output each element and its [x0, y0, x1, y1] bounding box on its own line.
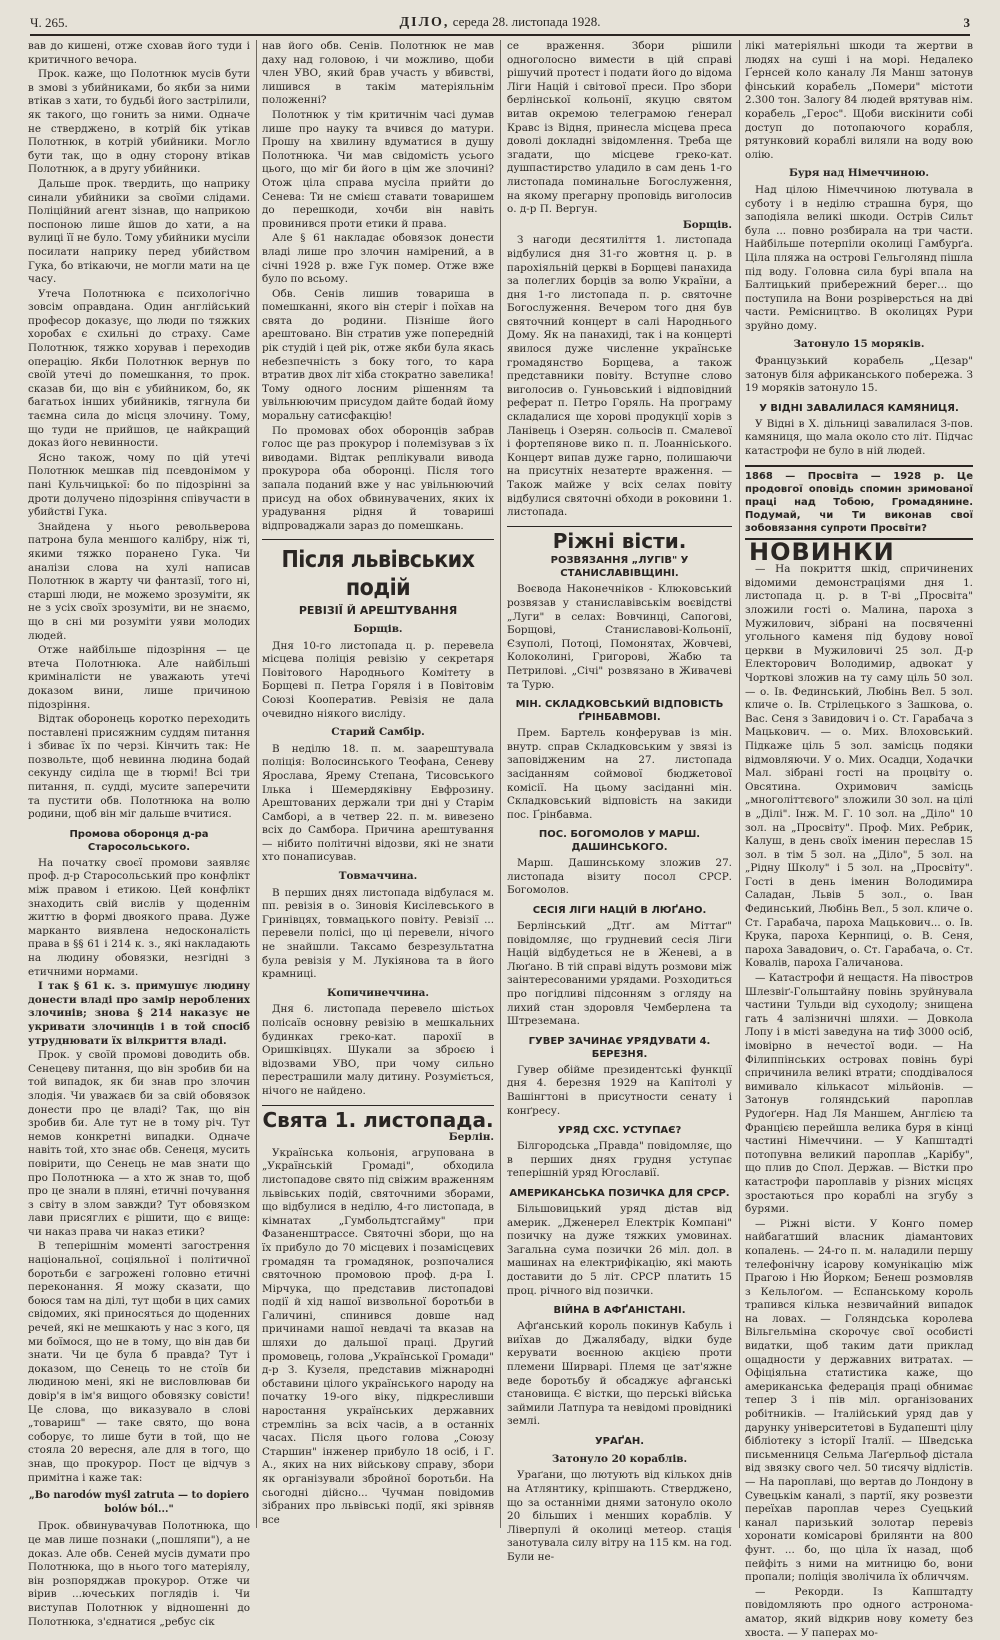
column-1: [28, 40, 250, 1628]
page-number: 3: [963, 15, 970, 30]
news-heading: СЕСІЯ ЛІГИ НАЦІЙ В ЛЮҐАНО.: [532, 905, 707, 917]
article-paragraph: лікі матеріяльні шкоди та жертви в людях на суші і на морі. Недалеко Ґернсей коло каналу Ля Манш затонув фінський корабель „Помери" містоти 2.300 тон. Залогу 84 людей врятував нім. корабель „Герос". Щоби вискінити собі доступ до потопаючого корабля, рятунковий кораблі виляли на воду вою олію.: [745, 40, 973, 161]
article-paragraph: І так § 61 к. з. примушує людину донести владі про замір нероблених злочинів; знова § 214 наказує не укривати злочинців і в той спосіб утруднювати їх вілкриття владі.: [28, 980, 250, 1047]
article-paragraph: Дальше прок. твердить, що наприку синали убийники за своїми слідами. Поліційний агент зізнав, що наприкою поспоною лише йшов до хати, а на вулиці її не було. Тому убийники мусіли посилати наприку перед убийством Гука, бо втікаючи, не могли мати на це часу.: [28, 177, 250, 286]
column-3: [507, 40, 732, 1564]
issue-number: Ч. 265.: [30, 15, 68, 30]
news-heading: ГУВЕР ЗАЧИНАЄ УРЯДУВАТИ 4. БЕРЕЗНЯ.: [528, 1035, 711, 1060]
dateline: Берлін.: [448, 1131, 494, 1144]
masthead: ДІЛО,: [399, 15, 450, 30]
dateline: Копичинеччина.: [326, 986, 430, 999]
article-paragraph: Гувер обійме президентські функції дня 4. березня 1929 на Капітолі у Вашінгтоні в присутности сенату і конґресу.: [507, 1063, 732, 1117]
article-paragraph: се враження. Збори рішили одноголосно вимести в цій справі рішучий протест і подати його до відома Ліги Націй і світової преси. Про збори берлінської кольонії, якуцю святом витав окремою телеграмою ґенерал Кравс із Відня, принесла місцева преса доволі докладні звідомлення. Треба ще згадати, що місцеве греко-кат. душпастирство уладило в сам день 1-го листопада поминальне Богослуження, на якому прегарну проповідь виголосив о. д-р П. Вергун.: [507, 40, 732, 216]
section-rule: [262, 1105, 494, 1106]
dateline: Борщів.: [353, 622, 403, 635]
article-paragraph: — Катастрофи й нещастя. На півостров Шлезвіґ-Гольштайну повінь зруйнувала частини Тульди від суходолу; знищена гать 4 залізничні шляхи. — Довкола Лопу і в місті заведуна на тиф 3000 осіб, імовірно в нечестої води. — На Філиппінських островах повінь бурі спричинила великі втрати; споддівалося вимивало кількасот мільйонів. — Затонув голяндський пароплав Рудоґерн. Над Ля Маншем, Англією та Францією перейшла велика буря в кінці частині Німеччини. — У Капштадті потопувна великий пароплав „Карібу", що плив до Спол. Держав. — Вістки про катастрофи пароплавів у різних місцях зростаються про кораблі на згубу з бурями.: [745, 972, 973, 1216]
article-paragraph: Над цілою Німеччиною лютувала в суботу і в неділю страшна буря, що заподіяла великі шкоди. Острів Сильт була ... повно розбирала на три части. Найбільше потерпіли околиці Гамбурґа. Ціла пляжа на острові Гельголянд пішла під воду. Головна сила бурі впала на Балтицький прибережний берег... що поступила на Вони розріверсться на дві части. Ремісництво. В околицях Рури зруйно дому.: [745, 183, 973, 332]
dateline: Старий Самбір.: [331, 726, 425, 739]
article-paragraph: По промовах обох оборонців забрав голос ще раз прокурор і полемізував з їх виводами. Відтак реплікували вивода прокурора оба оборонці. Після того запала поданий вже у нас увільнюючий присуд на обох обвинувачених, яких іх урадування рідня й товариші відпроваджали зараз до помешкань.: [262, 424, 494, 532]
news-heading: Затонуло 15 моряків.: [793, 338, 925, 351]
article-paragraph: Марш. Дашинському зложив 27. листопада візиту посол СРСР. Богомолов.: [507, 857, 732, 897]
article-paragraph: вав до кишені, отже сховав його туди і критичного вечора.: [28, 40, 250, 66]
article-paragraph: Дня 10-го листопада ц. р. перевела місцева поліція ревізію у секретаря Повітового Народнього Комітету в Борщеві п. Петра Горяля і в Повітовім Союзі Кооператив. Ревізія не дала очевидно ніякого висліду.: [262, 639, 494, 720]
article-paragraph: Ураґани, що лютують від кількох днів на Атлянтику, кріпшають. Стверджено, що за останніми днями затонуло около 20 більших і менших кораблів. У Ліверпулі й околиці метеор. стація занотувала силу вітру на 115 км. на год. Були не-: [507, 1469, 732, 1564]
article-subtitle: РЕВІЗІЇ Й АРЕШТУВАННЯ: [298, 604, 458, 618]
section-rule: [507, 526, 732, 527]
article-paragraph: Прок. каже, що Полотнюк мусів бути в змові з убийниками, бо якби за ними втікав з хати, то будьбі його застрілили, як такого, що гонить за ними. Одначе не стверджено, в котрій бік утікав Полотнюк, в котрій убийники. Могло бути так, що в одну сторону втікав Полотнюк, а в другу убийники.: [28, 68, 250, 176]
article-paragraph: Прок. у своїй промові доводить обв. Сенецеву питання, що він зробив би на той випадок, як би знав про злочин злодія. Чи уважаєв би за свій обовязок донести про це владі? Так, що він зробив би. Але тут не в тому річ. Тут немов конкретні випадки. Одначе навіть той, хто знає обв. Сенеця, мусить повірити, що Сенець не мав знати що про Полотнюка — а хто ж знав то, щоб про це знали в пляні, етичні почування з світу в злом завжди? Тут обовязком лави присяглих є рішити, що є вище: чи наказ права чи наказ етики?: [28, 1049, 250, 1238]
article-paragraph: Обв. Сенів лишив товариша в помешканні, якого він стеріг і поїхав на свята до родини. Пізніше його арештовано. Він стратив уже попередній рік студій і цей рік, отже якби була якась небезпечність з боку того, то кара втратив двох літ хіба стократно завелика! Тому одного лосним рішенням та увільнюючим присудом дайте бодай йому моральну сатисфакцію!: [262, 287, 494, 423]
column-4: [745, 40, 973, 1639]
section-rule: [262, 539, 494, 540]
issue-date: середа 28. листопада 1928.: [452, 14, 601, 29]
article-paragraph: На початку своєї промови заявляє проф. д-р Старосольський про конфлікт між правом і етикою. Цей конфлікт знаходить свій вислів у щоденнім життю в формі двоякого права. Дуже марканто виявлена недосконалість права в §§ 61 і 214 к. з., які накладають на людину обовязки, незгідні з етичними нормами.: [28, 856, 250, 978]
article-paragraph: — Ріжні вісти. У Конго помер найбагатший власник діамантових копалень. — 24-го п. м. наладили першу телефонічну ісарову комунікацію між Прагою і Ню Йорком; Бенеш розмовляв з Кельлоґом. — Еспанському король трапився кілька незвичайний випадок на ловах. — Голяндська королева Вільгельміна скорочує свої особисті видатки, щоб таким дати приклад ощадности у державних витратах. — Офіціяльна статистика каже, що американська федерація праці обнимає тепер 3 і пів міл. організованих робітників. — Італійський уряд дав у дарунку університетові в Будапешті цілу бібліотеку з історії Італії. — Шведська письменниця Сельма Лаґерльоф дістала від звязку свого чел. 50 тисячу відлістів. — На пароплаві, що вертав до Лондону в Сувецькім каналі, з партії, яку розвезти переїхав пароплав через Суецький канал паризький золотар перевіз хоронати комісарові брилянти на 800 фунт. ... бо, що ціла їх назад, щоб пейфіть з ними на митницю бо, вони пропали; поліція зволічила їх обличчям.: [745, 1217, 973, 1584]
article-paragraph: В неділю 18. п. м. заарештувала поліція: Волосинського Теофана, Сеневу Ярослава, Ярему Степана, Тисовського Ілька і Шемердяківну Евфрозину. Арештованих держали три дні у Старім Самборі, а в четвер 22. п. м. вивезено всіх до Самбора. Причина арештування — нібито політичні відозви, які не знати хто понаписував.: [262, 742, 494, 864]
article-paragraph: Отже найбільше підозріння — це втеча Полотнюка. Але найбільші криміналісти не уважають утечі доказом вини, лише причиною підозріння.: [28, 644, 250, 711]
article-paragraph: Але § 61 накладає обовязок донести владі лише про злочин намірений, а в січні 1928 р. вже Гук помер. Отже вже було по всьому.: [262, 232, 494, 286]
article-paragraph: Білгородська „Правда" повідомляє, що в перших днях грудня уступає теперішній уряд Югославії.: [507, 1140, 732, 1180]
article-paragraph: У Відні в X. дільниці завалилася 3-пов. камяниця, що мала около сто літ. Підчас катастрофи не було в ній людей.: [745, 417, 973, 458]
column-divider: [739, 40, 740, 1528]
article-paragraph: Відтак оборонець коротко переходить поставлені присяжним суддям питання і збиває їх по черзі. Кінчить так: Не позвольте, щоб невинна людина бодай секунду сиділа ще в тюрмі! Всі три питання, п. судді, мусите заперечити та пустити обв. Полотнюка на волю родини, щоб він міг дальше вчитися.: [28, 713, 250, 821]
article-paragraph: В перших днях листопада відбулася м. пп. ревізія в о. Зиновія Кисілевського в Гринівцях, товмацького повіту. Ревізії ... перевели полісі, що ці перевели, нічого не знайшли. Таксамо безрезультатна була ревізія у М. Лукіянова та в його крамниці.: [262, 886, 494, 981]
news-heading: РОЗВЯЗАННЯ „ЛУГІВ" У СТАНИСЛАВІВЩИНІ.: [550, 555, 689, 580]
article-paragraph: — Рекорди. Із Капштадту повідомляють про одного астронома-аматор, який відкрив нову комету без хвоста. — У паперах мо-: [745, 1585, 973, 1639]
article-paragraph: Ясно також, чому по цій утечі Полотнюк мешкав під псевдонімом у пані Кульчицької: бо по підозрінні за дроти долучено підозріння співучасти в убийстві Гука.: [28, 451, 250, 519]
news-heading: У ВІДНІ ЗАВАЛИЛАСЯ КАМЯНИЦЯ.: [759, 402, 959, 414]
news-heading: УРЯД СХС. УСТУПАЄ?: [557, 1125, 682, 1137]
news-heading: МІН. СКЛАДКОВСЬКИЙ ВІДПОВІСТЬ ҐРІНБАВМОВІ.: [515, 699, 724, 724]
article-paragraph: Воєвода Наконечніков - Клюковський розвязав у станиславівськім воєвідстві „Луги" в селах: Вовчинці, Сапогові, Борщові, Станиславові-Кольонії, Єзуполі, Потоці, Помонятах, Жовчеві, Колоколині, Григорові, Жабю та Петрилові. „Січі" розвязано в Живачеві та Турю.: [507, 583, 732, 691]
article-paragraph: Українська кольонія, агрупована в „Українській Громаді", обходила листопадове свято під свіжим враженням львівських подій, святочними зборами, що відбулися в неділю, 4-го листопада, в кімнатах „Гумбольдтсгайму" при Фазаненштрассе. Святочні збори, що на їх прибуло до 70 місцевих і позамісцевих громадян та громадянок, розпочалися святочною промовою проф. д-ра І. Мірчука, що представив листопадові події й хід нашої визвольної боротьби в Галичині, спинився довше над причинами нашої невдачі та вказав на шляхи до дальшої праці. Другий промовець, голова „Української Громади" д-р З. Кузеля, представив міжнародні обставини цілого українського народу на початку 19-ого віку, підкресливши наростання українських державних стремлінь за всіх часів, а в останніх часах. Після цього голова „Союзу Старшин" інженер прибуло 18 осіб, і Г. А., яких на них військову справу, збори як організували збройної боротьби. На сьогодні дійсно... Чучман повідомив зібраних про львівські події, які зрівняв все: [262, 1146, 494, 1526]
dateline: Товмаччина.: [338, 870, 418, 883]
article-paragraph: Французький корабель „Цезар" затонув біля африканського побережа. З 19 моряків затонуло 15.: [745, 355, 973, 395]
article-paragraph: Більшовицький уряд дістав від америк. „Дженерел Електрік Компані" позичку на дуже тяжких умовинах. Загальна сума позички 26 міл. дол. в машинах на електрифікацію, які мають доставити до 5 літ. СРСР платить 15 проц. річного від позички.: [507, 1202, 732, 1297]
quotation: „Bo narodów myśl zatruta — to dopiero bolów ból...": [29, 1490, 249, 1515]
article-paragraph: Прок. обвинувачував Полотнюка, що це мав лише познаки („пошляпи"), а не доказ. Але обв. Сеней мусів думати про Полотнюка, що в нього того матеріялу, він розпоряджав прокурор. Отже чи вірив ...ючеських поглядів і. Чи виступав Полотнюк у відношенні до Полотнюка, з'єднатися „ребус сік: [28, 1520, 250, 1628]
news-heading: ВІЙНА В АФҐАНІСТАНІ.: [553, 1305, 686, 1317]
column-2: [262, 40, 494, 1528]
section-heading: Промова оборонця д-ра Старосольського.: [69, 828, 209, 853]
column-divider: [500, 40, 501, 1528]
prosvita-notice: 1868 — Просвіта — 1928 р. Це продовгої оповідь спомин зримованої праці над Тобою, Громадянине. Подумай, чи Ти виконав свої зобовязання супроти Просвіти?: [745, 465, 973, 540]
news-heading: Буря над Німеччиною.: [788, 167, 930, 180]
article-paragraph: нав його обв. Сенів. Полотнюк не мав даху над головою, і чи можливо, щоби член УВО, який брав участь у вбивстві, лишився в такім матеріяльнім положенні?: [262, 40, 494, 107]
news-heading: УРАҐАН.: [594, 1435, 645, 1447]
article-paragraph: Берлінський „Дтґ. ам Міттаґ" повідомляє, що грудневий сесія Ліги Націй відбудеться не в Женеві, а в Люґано. В тій справі відуть розмови між заінтересованими урядами. Розходиться про погідливі підсонням з огляду на лихий стан здоровля Чемберлена та Штреземана.: [507, 920, 732, 1028]
article-paragraph: Дня 6. листопада перевело шістьох полісаїв основну ревізію в мешкальних будинках греко-кат. парохії в Оришківцях. Шукали за зброєю і відозвами УВО, при чому сильно перестрашили малу дитину. Розуміється, нічого не найдено.: [262, 1003, 494, 1097]
article-paragraph: В теперішнім моменті загострення національної, соціяльної і політичної боротьби є загрожені головно етичні переконання. Я можу сказати, що боюся там на ділі, тут щоби в цих самих свідомих, які приносяться до щоденних речей, які не мешкають у нас з кого, ця ми боїмося, що не в тому, що він дав би знати. Чи це була б правда? Тут і доказом, що Сенець то не стоїв би людиною мені, які не висловлював би довір'я в ім'я вищого обовязку совісти! Це слова, що виказувало в слові „товариш" — таке свято, що вона соборує, то лише бути в той, що не стояла 20 вересня, але для в того, що знав, що прокурор. Пост це відчув з примітна і каже так:: [28, 1240, 250, 1484]
article-paragraph: З нагоди десятиліття 1. листопада відбулися дня 31-го жовтня ц. р. в парохіяльній церкві в Борщеві панахида за полеглих борців за волю України, а дня 1-го листопада п. р. святочне Богослуження. Вечером того дня був святочний концерт в салі Народнього Дому. Як на панахиді, так і на концерті явилося дуже численне українське громадянство Борщева, а також представники повіту. Вступне слово виголосив о. Гуньовський і відповідний реферат п. Петро Горяль. На програму складалися ще хорові продукції хорів з Ланівець і Озерян. сольосів п. Смалевої і фортепянове вико п. п. Лоанніського. Концерт випав дуже гарно, полишаючи на присутніх незатерте враження. — Також майже у всіх селах повіту відбулися святочні обходи в роковини 1. листопада.: [507, 234, 732, 519]
article-title: Після львівських подій: [281, 547, 475, 602]
article-paragraph: Знайдена у нього револьверова патрона була меншого калібру, ніж ті, якими тяжко поранено Гука. Чи аналізи слова на хулі написав Полотнюк в жарту чи фантазії, того ні, старші люди, не можемо зрозуміти, як не з усіх своїх зрозуміти, ви не знаємо, що в сні ми розуміти уяви молодих людей.: [28, 520, 250, 642]
news-heading: ПОС. БОГОМОЛОВ У МАРШ. ДАШИНСЬКОГО.: [538, 829, 701, 854]
article-paragraph: Прем. Бартель конферував із мін. внутр. справ Складковським у звязі із заповідженим на 27. листопада засіданням соймової бюджетової комісії. На цьому засіданні мін. Складковський відповість на закиди пос. Ґрінбавма.: [507, 727, 732, 821]
article-paragraph: Полотнюк у тім критичнім часі думав лише про науку та вчився до матури. Прошу на хвилину вдуматися в душу Полотнюка. Чи мав свідомість усього цього, що міг би його в цім же злочині? Отож ціла справа мусіла прийти до Сенева: Ти не смієш ставати товаришем до перешкоди, хочби він навіть провинився проти етики й права.: [262, 108, 494, 230]
dateline: Борщів.: [682, 218, 732, 231]
news-heading: АМЕРИКАНСЬКА ПОЗИЧКА ДЛЯ СРСР.: [509, 1187, 730, 1199]
article-paragraph: Утеча Полотнюка є психологічно зовсім оправдана. Один англійський професор доказує, що люди по тяжких хоробах є схильні до страху. Саме Полотнюк, тяжко хорував і переходив операцію. Якби Полотнюк вернув по своїй утечі до помешкання, то прок. сказав би, що він є убийником, бо, як багатьох інших убийників, тягнула би таємна сила до місця злочину. Тому, що туди не прийшов, це найкращий доказ його невинности.: [28, 287, 250, 450]
article-title: Ріжні вісти.: [552, 528, 687, 553]
news-subheading: Затонуло 20 кораблів.: [551, 1452, 688, 1465]
column-divider: [256, 40, 257, 1528]
section-title-novynky: НОВИНКИ: [749, 537, 895, 566]
article-paragraph: — На покриття шкід, спричинених відомими демонстраціями дня 1. листопада ц. р. в Т-ві „Просвіта" зложили гості о. Малина, пароха з Мужилович, зібрані на посвяченні угольного каменя під будову нової церкви в Мужиловичі 25 зол. Д-р Електорович Володимир, адвокат у Чорткові зложив на ту саму ціль 50 зол. — о. Ів. Фединський, Любінь Вел. 5 зол. кличе о. Ів. Стрілецького з Зашкова, о. Вас. Сеня з Завидович і о. Ст. Гарабача з Мацькович. — о. Мих. Влоховський. Підкаже ціль 5 зол. замісць подяки відмовляючи. У о. Мих. Осадци, Ходачки Мал. зібрані гості на процвіту о. Овсятина. Охримович замісць „многоліттєвого" зложили 30 зол. на цілі в „Ділі". Інж. М. Г. 10 зол. на „Діло" 10 зол. на „Просвіту". Проф. Мих. Ребрик, Калуш, в день своїх іменин переслав 15 зол. в тім 5 зол. на „Діло", 5 зол. на „Рідну Школу" і 5 зол. на „Просвіту". Гості в день іменин Володимира Саладан, Львів 5 зол., о. Іван Фединський, Любінь Вел., 5 зол. кличе о. Ст. Гарабача, пароха Мацькович... о. Ів. Крука, пароха Кернпиці, о. В. Сеня, пароха Завадович, о. Ст. Гарабача, о. Ст. Ковалів, пароха Галичанова.: [745, 563, 973, 970]
article-title: Свята 1. листопада.: [262, 1107, 494, 1132]
article-paragraph: Афґанський король покинув Кабуль і виїхав до Джалябаду, відки буде керувати воєнною акцією проти племени Ширварі. Племя це зат'яжне веде боротьбу й обсаджує афганські становища. Є вістки, що перські війська займили Латпура та невідомі провідникі землі.: [507, 1320, 732, 1428]
page-header: [30, 12, 970, 36]
